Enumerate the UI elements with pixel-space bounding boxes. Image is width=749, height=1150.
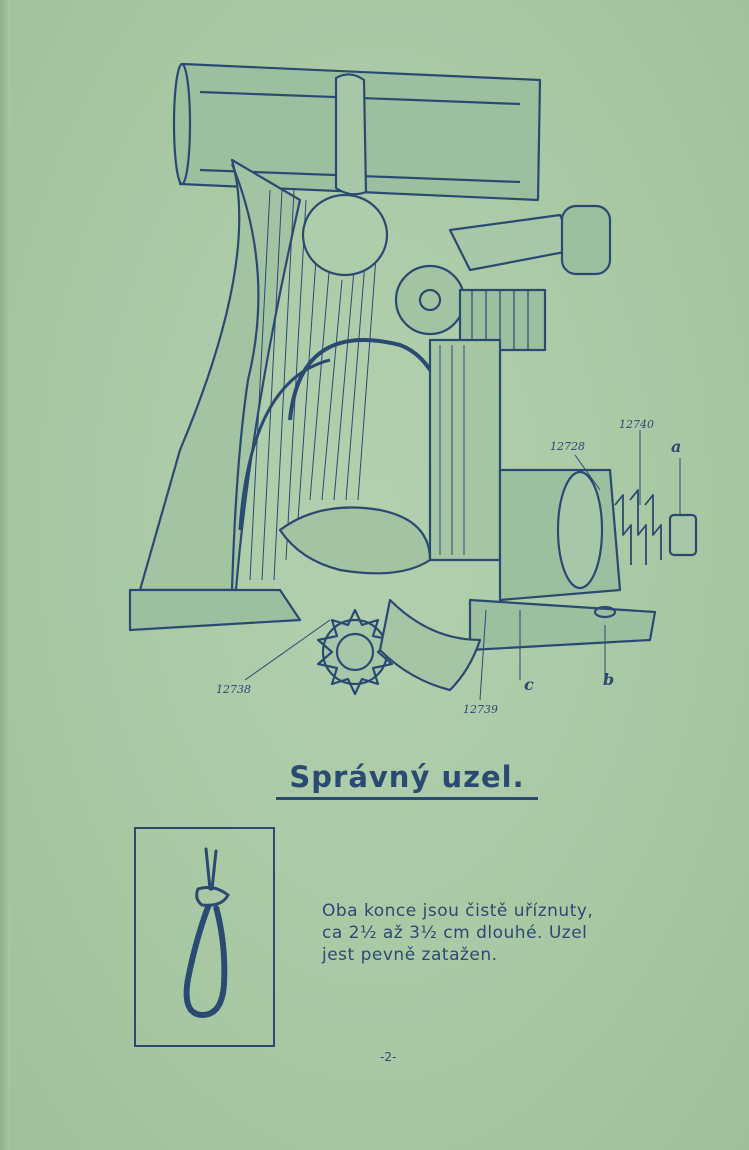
knot-description <box>322 900 702 966</box>
page-number: -2- <box>380 1050 397 1064</box>
description-line-2: ca 2½ až 3½ cm dlouhé. Uzel <box>322 923 588 943</box>
callout-b: b <box>603 670 615 689</box>
description-line-1: Oba konce jsou čistě uříznuty, <box>322 901 594 921</box>
callout-12728: 12728 <box>550 440 585 453</box>
knot-illustration-frame <box>134 827 275 1047</box>
callout-12739: 12739 <box>463 703 498 716</box>
heading-underline <box>276 797 538 800</box>
knot-illustration <box>136 829 273 1045</box>
callout-c: c <box>524 675 534 694</box>
callout-12740: 12740 <box>619 418 654 431</box>
callout-12738: 12738 <box>216 683 251 696</box>
description-line-3: jest pevně zatažen. <box>322 945 498 965</box>
page-heading: Správný uzel. <box>289 760 525 794</box>
callout-a: a <box>671 437 682 456</box>
